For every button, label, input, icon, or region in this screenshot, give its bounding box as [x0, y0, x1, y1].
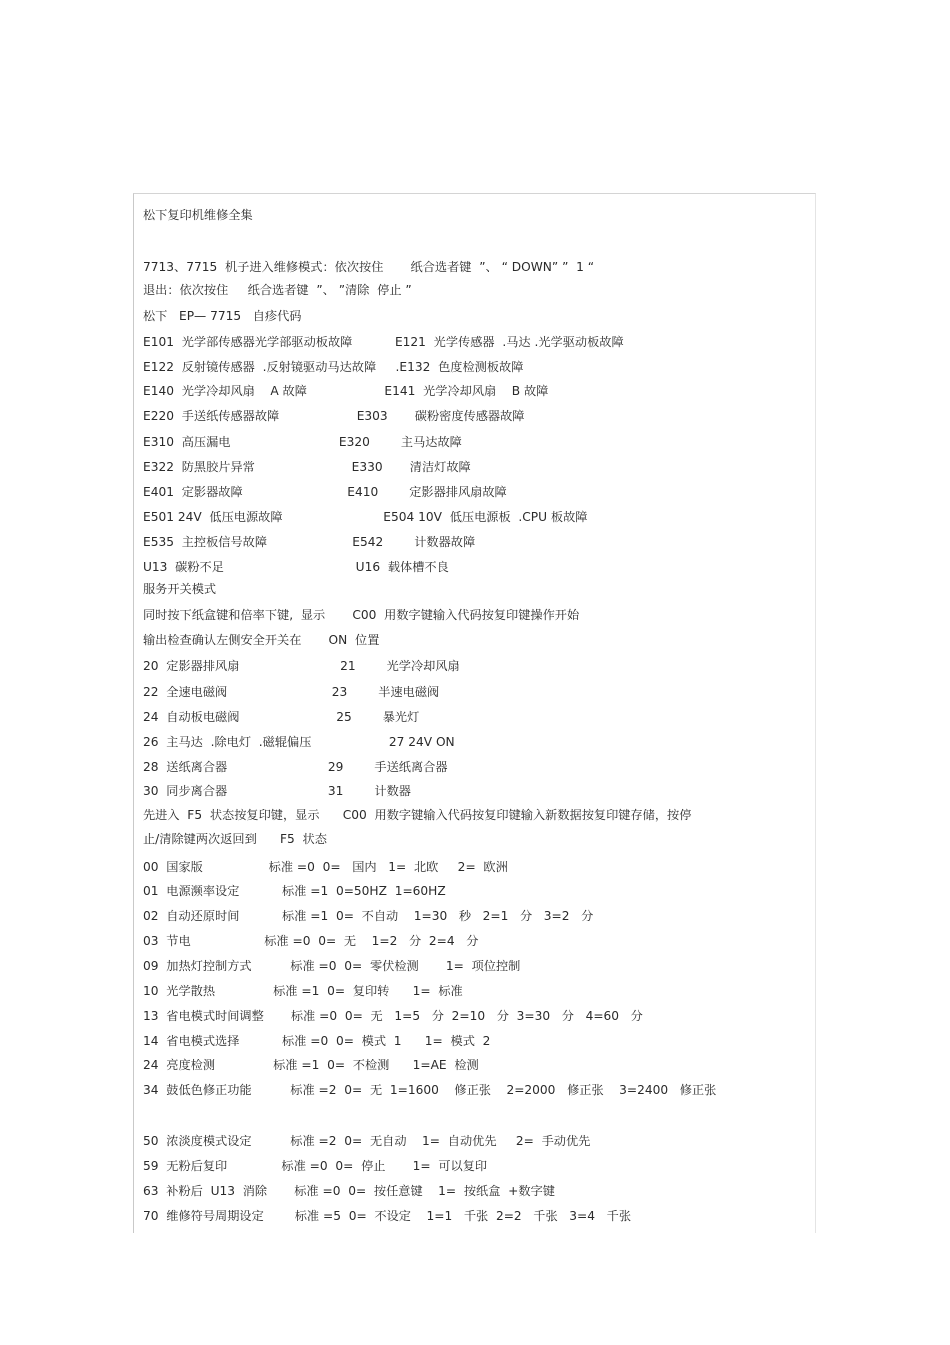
text-line: 00 国家版 标准 =0 0= 国内 1= 北欧 2= 欧洲 [143, 860, 508, 874]
text-line: 22 全速电磁阀 23 半速电磁阀 [143, 685, 440, 699]
text-line: 松下 EP— 7715 自疹代码 [143, 309, 302, 323]
text-line: E140 光学冷却风扇 A 故障 E141 光学冷却风扇 B 故障 [143, 384, 549, 398]
text-line: 34 鼓低色修正功能 标准 =2 0= 无 1=1600 修正张 2=2000 修正张 3=2400 修正张 [143, 1083, 717, 1097]
text-line: 同时按下纸盒键和倍率下键, 显示 C00 用数字键输入代码按复印键操作开始 [143, 608, 580, 622]
text-line: 止/清除键两次返回到 F5 状态 [143, 832, 327, 846]
text-line: E220 手送纸传感器故障 E303 碳粉密度传感器故障 [143, 409, 525, 423]
text-line: 59 无粉后复印 标准 =0 0= 停止 1= 可以复印 [143, 1159, 488, 1173]
text-line: 30 同步离合器 31 计数器 [143, 784, 411, 798]
text-line: 01 电源濒率设定 标准 =1 0=50HZ 1=60HZ [143, 884, 446, 898]
text-line: 09 加热灯控制方式 标准 =0 0= 零伏检测 1= 项位控制 [143, 959, 521, 973]
text-line: E101 光学部传感器光学部驱动板故障 E121 光学传感器 .马达 .光学驱动板故障 [143, 335, 624, 349]
text-line: 26 主马达 .除电灯 .磁辊偏压 27 24V ON [143, 735, 455, 749]
text-line: 24 自动板电磁阀 25 暴光灯 [143, 710, 420, 724]
text-line: E310 高压漏电 E320 主马达故障 [143, 435, 462, 449]
text-line: U13 碳粉不足 U16 载体槽不良 [143, 560, 449, 574]
text-line: 输出检查确认左侧安全开关在 ON 位置 [143, 633, 380, 647]
text-line: E401 定影器故障 E410 定影器排风扇故障 [143, 485, 507, 499]
text-line: E322 防黑胶片异常 E330 清洁灯故障 [143, 460, 471, 474]
text-line: 63 补粉后 U13 消除 标准 =0 0= 按任意键 1= 按纸盒 +数字键 [143, 1184, 555, 1198]
text-line: 退出：依次按住 纸合选者键 ”、 ”清除 停止 ” [143, 283, 412, 297]
text-line: 10 光学散热 标准 =1 0= 复印转 1= 标准 [143, 984, 463, 998]
text-line: 20 定影器排风扇 21 光学冷却风扇 [143, 659, 460, 673]
text-line: 24 亮度检测 标准 =1 0= 不检测 1=AE 检测 [143, 1058, 479, 1072]
text-line: 13 省电模式时间调整 标准 =0 0= 无 1=5 分 2=10 分 3=30 分 4=60 分 [143, 1009, 643, 1023]
text-line: 02 自动还原时间 标准 =1 0= 不自动 1=30 秒 2=1 分 3=2 分 [143, 909, 594, 923]
text-line: 28 送纸离合器 29 手送纸离合器 [143, 760, 448, 774]
text-line: E122 反射镜传感器 .反射镜驱动马达故障 .E132 色度检测板故障 [143, 360, 524, 374]
text-line: 先进入 F5 状态按复印键，显示 C00 用数字键输入代码按复印键输入新数据按复印键存储，按停 [143, 808, 692, 822]
text-line: E535 主控板信号故障 E542 计数器故障 [143, 535, 476, 549]
document-title: 松下复印机维修全集 [143, 208, 253, 222]
text-line: 7713、7715 机子进入维修模式：依次按住 纸合选者键 ”、 “ DOWN” ” 1 “ [143, 260, 595, 274]
section-heading: 服务开关模式 [143, 582, 217, 596]
text-line: 70 维修符号周期设定 标准 =5 0= 不设定 1=1 千张 2=2 千张 3=4 千张 [143, 1209, 632, 1223]
text-line: E501 24V 低压电源故障 E504 10V 低压电源板 .CPU 板故障 [143, 510, 588, 524]
text-line: 03 节电 标准 =0 0= 无 1=2 分 2=4 分 [143, 934, 479, 948]
text-line: 50 浓淡度模式设定 标准 =2 0= 无自动 1= 自动优先 2= 手动优先 [143, 1134, 591, 1148]
text-line: 14 省电模式选择 标准 =0 0= 模式 1 1= 模式 2 [143, 1034, 491, 1048]
